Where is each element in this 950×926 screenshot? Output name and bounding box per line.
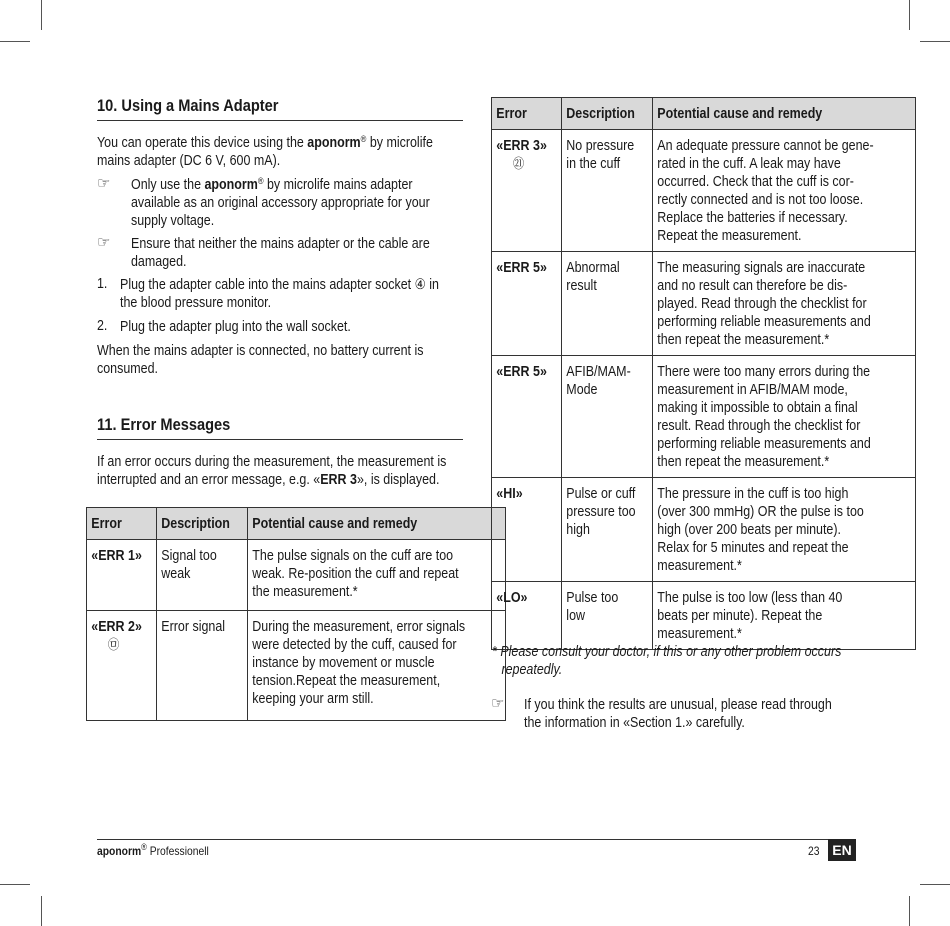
text-line: mains adapter (DC 6 V, 600 mA).	[97, 153, 281, 169]
step-1	[120, 276, 439, 312]
product-name: Professionell	[146, 844, 209, 858]
description-cell	[561, 582, 653, 650]
remedy-cell	[653, 478, 916, 582]
header-label: Description	[566, 106, 635, 122]
table-row	[492, 478, 916, 582]
step-number: 1.	[97, 276, 108, 292]
error-code-cell	[492, 252, 562, 356]
table-row	[492, 252, 916, 356]
table-header-row	[492, 98, 916, 130]
text-run: », is displayed.	[356, 472, 440, 488]
text-line: available as an original accessory appropriate for your	[131, 195, 430, 211]
section-10-outro	[97, 342, 423, 378]
note-no-damage	[131, 235, 430, 271]
text-line: Abnormal	[566, 260, 620, 276]
text-line: Replace the batteries if necessary.	[657, 210, 849, 226]
brand-name: aponorm	[97, 844, 142, 858]
brand-name: aponorm	[307, 135, 361, 151]
error-code-cell	[492, 130, 562, 252]
text-line: beats per minute). Repeat the	[657, 608, 823, 624]
table-header-row	[87, 508, 506, 540]
error-code-wrap	[492, 582, 551, 613]
description-wrap	[562, 130, 640, 179]
text-run: by microlife mains adapter	[263, 177, 413, 193]
crop-mark	[0, 884, 30, 885]
footnote	[492, 643, 841, 679]
error-code-wrap	[492, 252, 551, 283]
text-line: consumed.	[97, 361, 159, 377]
text-line: * Please consult your doctor, if this or any other problem occurs	[492, 644, 842, 660]
remedy-cell	[653, 252, 916, 356]
text-line: The pulse is too low (less than 40	[657, 590, 843, 606]
error-code-cell	[492, 582, 562, 650]
text-line: instance by movement or muscle	[251, 655, 435, 671]
error-code: «ERR 3»	[496, 138, 547, 154]
text-line: the information in «Section 1.» carefully.	[524, 715, 745, 731]
text-line: high (over 200 beats per minute).	[657, 522, 842, 538]
footer-brand	[97, 844, 209, 858]
text-line: An adequate pressure cannot be gene-	[657, 138, 875, 154]
section-10-heading: 10. Using a Mains Adapter	[97, 96, 279, 115]
header-description	[156, 508, 247, 540]
text-line: measurement.*	[657, 558, 743, 574]
text-line: then repeat the measurement.*	[657, 332, 830, 348]
description-wrap	[562, 356, 640, 405]
error-table-left	[86, 507, 506, 721]
step-number: 2.	[97, 318, 108, 334]
text-line: low	[566, 608, 585, 624]
text-line: No pressure	[566, 138, 635, 154]
crop-mark	[41, 0, 42, 30]
remedy-cell	[653, 582, 916, 650]
text-line: the measurement.*	[251, 584, 358, 600]
registered-mark: ®	[360, 134, 367, 144]
error-code: «ERR 5»	[496, 364, 547, 380]
crop-mark	[909, 896, 910, 926]
text-line: then repeat the measurement.*	[657, 454, 830, 470]
text-line: measurement in AFIB/MAM mode,	[657, 382, 849, 398]
reference-number: ㉑	[513, 156, 525, 171]
error-table-right	[491, 97, 916, 650]
registered-mark: ®	[141, 842, 147, 852]
remedy-wrap	[248, 611, 469, 714]
crop-mark	[920, 884, 950, 885]
text-line: occurred. Check that the cuff is cor-	[657, 174, 855, 190]
text-line: Repeat the measurement.	[657, 228, 802, 244]
section-11-rule	[97, 439, 463, 440]
remedy-wrap	[653, 582, 878, 649]
table-row	[492, 356, 916, 478]
text-line: result	[566, 278, 597, 294]
header-label: Potential cause and remedy	[251, 516, 417, 532]
brand-name: aponorm	[204, 177, 258, 193]
text-line: Relax for 5 minutes and repeat the	[657, 540, 850, 556]
text-line: During the measurement, error signals	[251, 619, 465, 635]
text-line: played. Read through the checklist for	[657, 296, 868, 312]
text-line: Plug the adapter plug into the wall socket.	[120, 319, 351, 335]
page-number: 23	[808, 844, 820, 858]
crop-mark	[41, 896, 42, 926]
registered-mark: ®	[257, 176, 264, 186]
error-code-wrap	[87, 611, 146, 660]
hand-pointer-icon: ☞	[97, 234, 111, 251]
description-wrap	[157, 611, 234, 642]
section-11-intro	[97, 453, 446, 489]
text-run: interrupted and an error message, e.g. «	[97, 472, 321, 488]
description-cell	[561, 478, 653, 582]
remedy-cell	[247, 611, 505, 721]
text-line: If you think the results are unusual, please read through	[524, 697, 832, 713]
text-line: (over 300 mmHg) OR the pulse is too	[657, 504, 865, 520]
crop-mark	[920, 41, 950, 42]
remedy-wrap	[248, 540, 469, 607]
error-code-cell	[87, 611, 157, 721]
reference-number: ㉤	[108, 637, 120, 652]
text-line: and no result can therefore be dis-	[657, 278, 848, 294]
error-code-cell	[492, 356, 562, 478]
table-row	[87, 540, 506, 611]
header-label: Potential cause and remedy	[657, 106, 823, 122]
footer-rule	[97, 839, 855, 840]
text-line: were detected by the cuff, caused for	[251, 637, 457, 653]
tip-note	[524, 696, 832, 732]
text-line: There were too many errors during the	[657, 364, 871, 380]
text-line: Pulse too	[566, 590, 619, 606]
text-line: measurement.*	[657, 626, 743, 642]
text-line: Plug the adapter cable into the mains adapter socket ④ in	[120, 277, 439, 293]
error-code-wrap	[492, 130, 551, 179]
remedy-cell	[653, 130, 916, 252]
error-code-cell	[87, 540, 157, 611]
text-line: repeatedly.	[501, 662, 563, 678]
crop-mark	[909, 0, 910, 30]
text-run: by microlife	[366, 135, 433, 151]
text-line: high	[566, 522, 590, 538]
text-line: rated in the cuff. A leak may have	[657, 156, 842, 172]
hand-pointer-icon: ☞	[491, 695, 505, 712]
text-line: Signal too	[161, 548, 217, 564]
text-line: making it impossible to obtain a final	[657, 400, 859, 416]
text-line: rectly connected and is not too loose.	[657, 192, 864, 208]
text-line: The pressure in the cuff is too high	[657, 486, 849, 502]
error-code-wrap	[492, 478, 551, 509]
header-remedy	[247, 508, 505, 540]
text-line: Error signal	[161, 619, 225, 635]
text-line: The pulse signals on the cuff are too	[251, 548, 453, 564]
remedy-wrap	[653, 356, 878, 477]
text-line: result. Read through the checklist for	[657, 418, 861, 434]
description-cell	[561, 130, 653, 252]
text-line: supply voltage.	[131, 213, 215, 229]
remedy-cell	[247, 540, 505, 611]
error-code-wrap	[492, 356, 551, 387]
header-remedy	[653, 98, 916, 130]
error-code: «ERR 2»	[91, 619, 142, 635]
text-line: damaged.	[131, 254, 187, 270]
text-line: Mode	[566, 382, 598, 398]
description-cell	[156, 540, 247, 611]
text-line: AFIB/MAM-	[566, 364, 631, 380]
error-code: «LO»	[496, 590, 528, 606]
text-line: the blood pressure monitor.	[120, 295, 272, 311]
text-run: Only use the	[131, 177, 205, 193]
text-run: You can operate this device using the	[97, 135, 308, 151]
text-line: Ensure that neither the mains adapter or the cable are	[131, 236, 430, 252]
hand-pointer-icon: ☞	[97, 175, 111, 192]
section-10-intro	[97, 134, 433, 170]
text-line: keeping your arm still.	[251, 691, 374, 707]
remedy-cell	[653, 356, 916, 478]
text-line: weak	[161, 566, 191, 582]
description-cell	[156, 611, 247, 721]
table-row	[492, 582, 916, 650]
header-error	[492, 98, 562, 130]
section-11-heading: 11. Error Messages	[97, 415, 231, 434]
text-line: If an error occurs during the measurement, the measurement is	[97, 454, 447, 470]
text-line: weak. Re-position the cuff and repeat	[251, 566, 459, 582]
text-line: performing reliable measurements and	[657, 436, 872, 452]
header-label: Description	[161, 516, 230, 532]
remedy-wrap	[653, 478, 878, 581]
remedy-wrap	[653, 130, 878, 251]
header-label: Error	[91, 516, 122, 532]
error-code-cell	[492, 478, 562, 582]
description-wrap	[157, 540, 234, 589]
error-code: «ERR 5»	[496, 260, 547, 276]
text-line: performing reliable measurements and	[657, 314, 872, 330]
text-line: When the mains adapter is connected, no battery current is	[97, 343, 424, 359]
text-line: The measuring signals are inaccurate	[657, 260, 866, 276]
description-wrap	[562, 252, 640, 301]
error-code: «HI»	[496, 486, 523, 502]
header-description	[561, 98, 653, 130]
description-cell	[561, 252, 653, 356]
table-row	[492, 130, 916, 252]
section-10-rule	[97, 120, 463, 121]
error-code: ERR 3	[320, 472, 357, 488]
description-wrap	[562, 582, 640, 631]
text-line: pressure too	[566, 504, 636, 520]
description-wrap	[562, 478, 640, 545]
text-line: in the cuff	[566, 156, 620, 172]
error-code-wrap	[87, 540, 146, 571]
header-label: Error	[496, 106, 527, 122]
text-line: Pulse or cuff	[566, 486, 636, 502]
note-adapter-only	[131, 176, 430, 230]
remedy-wrap	[653, 252, 878, 355]
text-line: tension.Repeat the measurement,	[251, 673, 440, 689]
error-code: «ERR 1»	[91, 548, 142, 564]
crop-mark	[0, 41, 30, 42]
table-row	[87, 611, 506, 721]
description-cell	[561, 356, 653, 478]
step-2	[120, 318, 351, 336]
language-badge: EN	[828, 839, 856, 861]
header-error	[87, 508, 157, 540]
